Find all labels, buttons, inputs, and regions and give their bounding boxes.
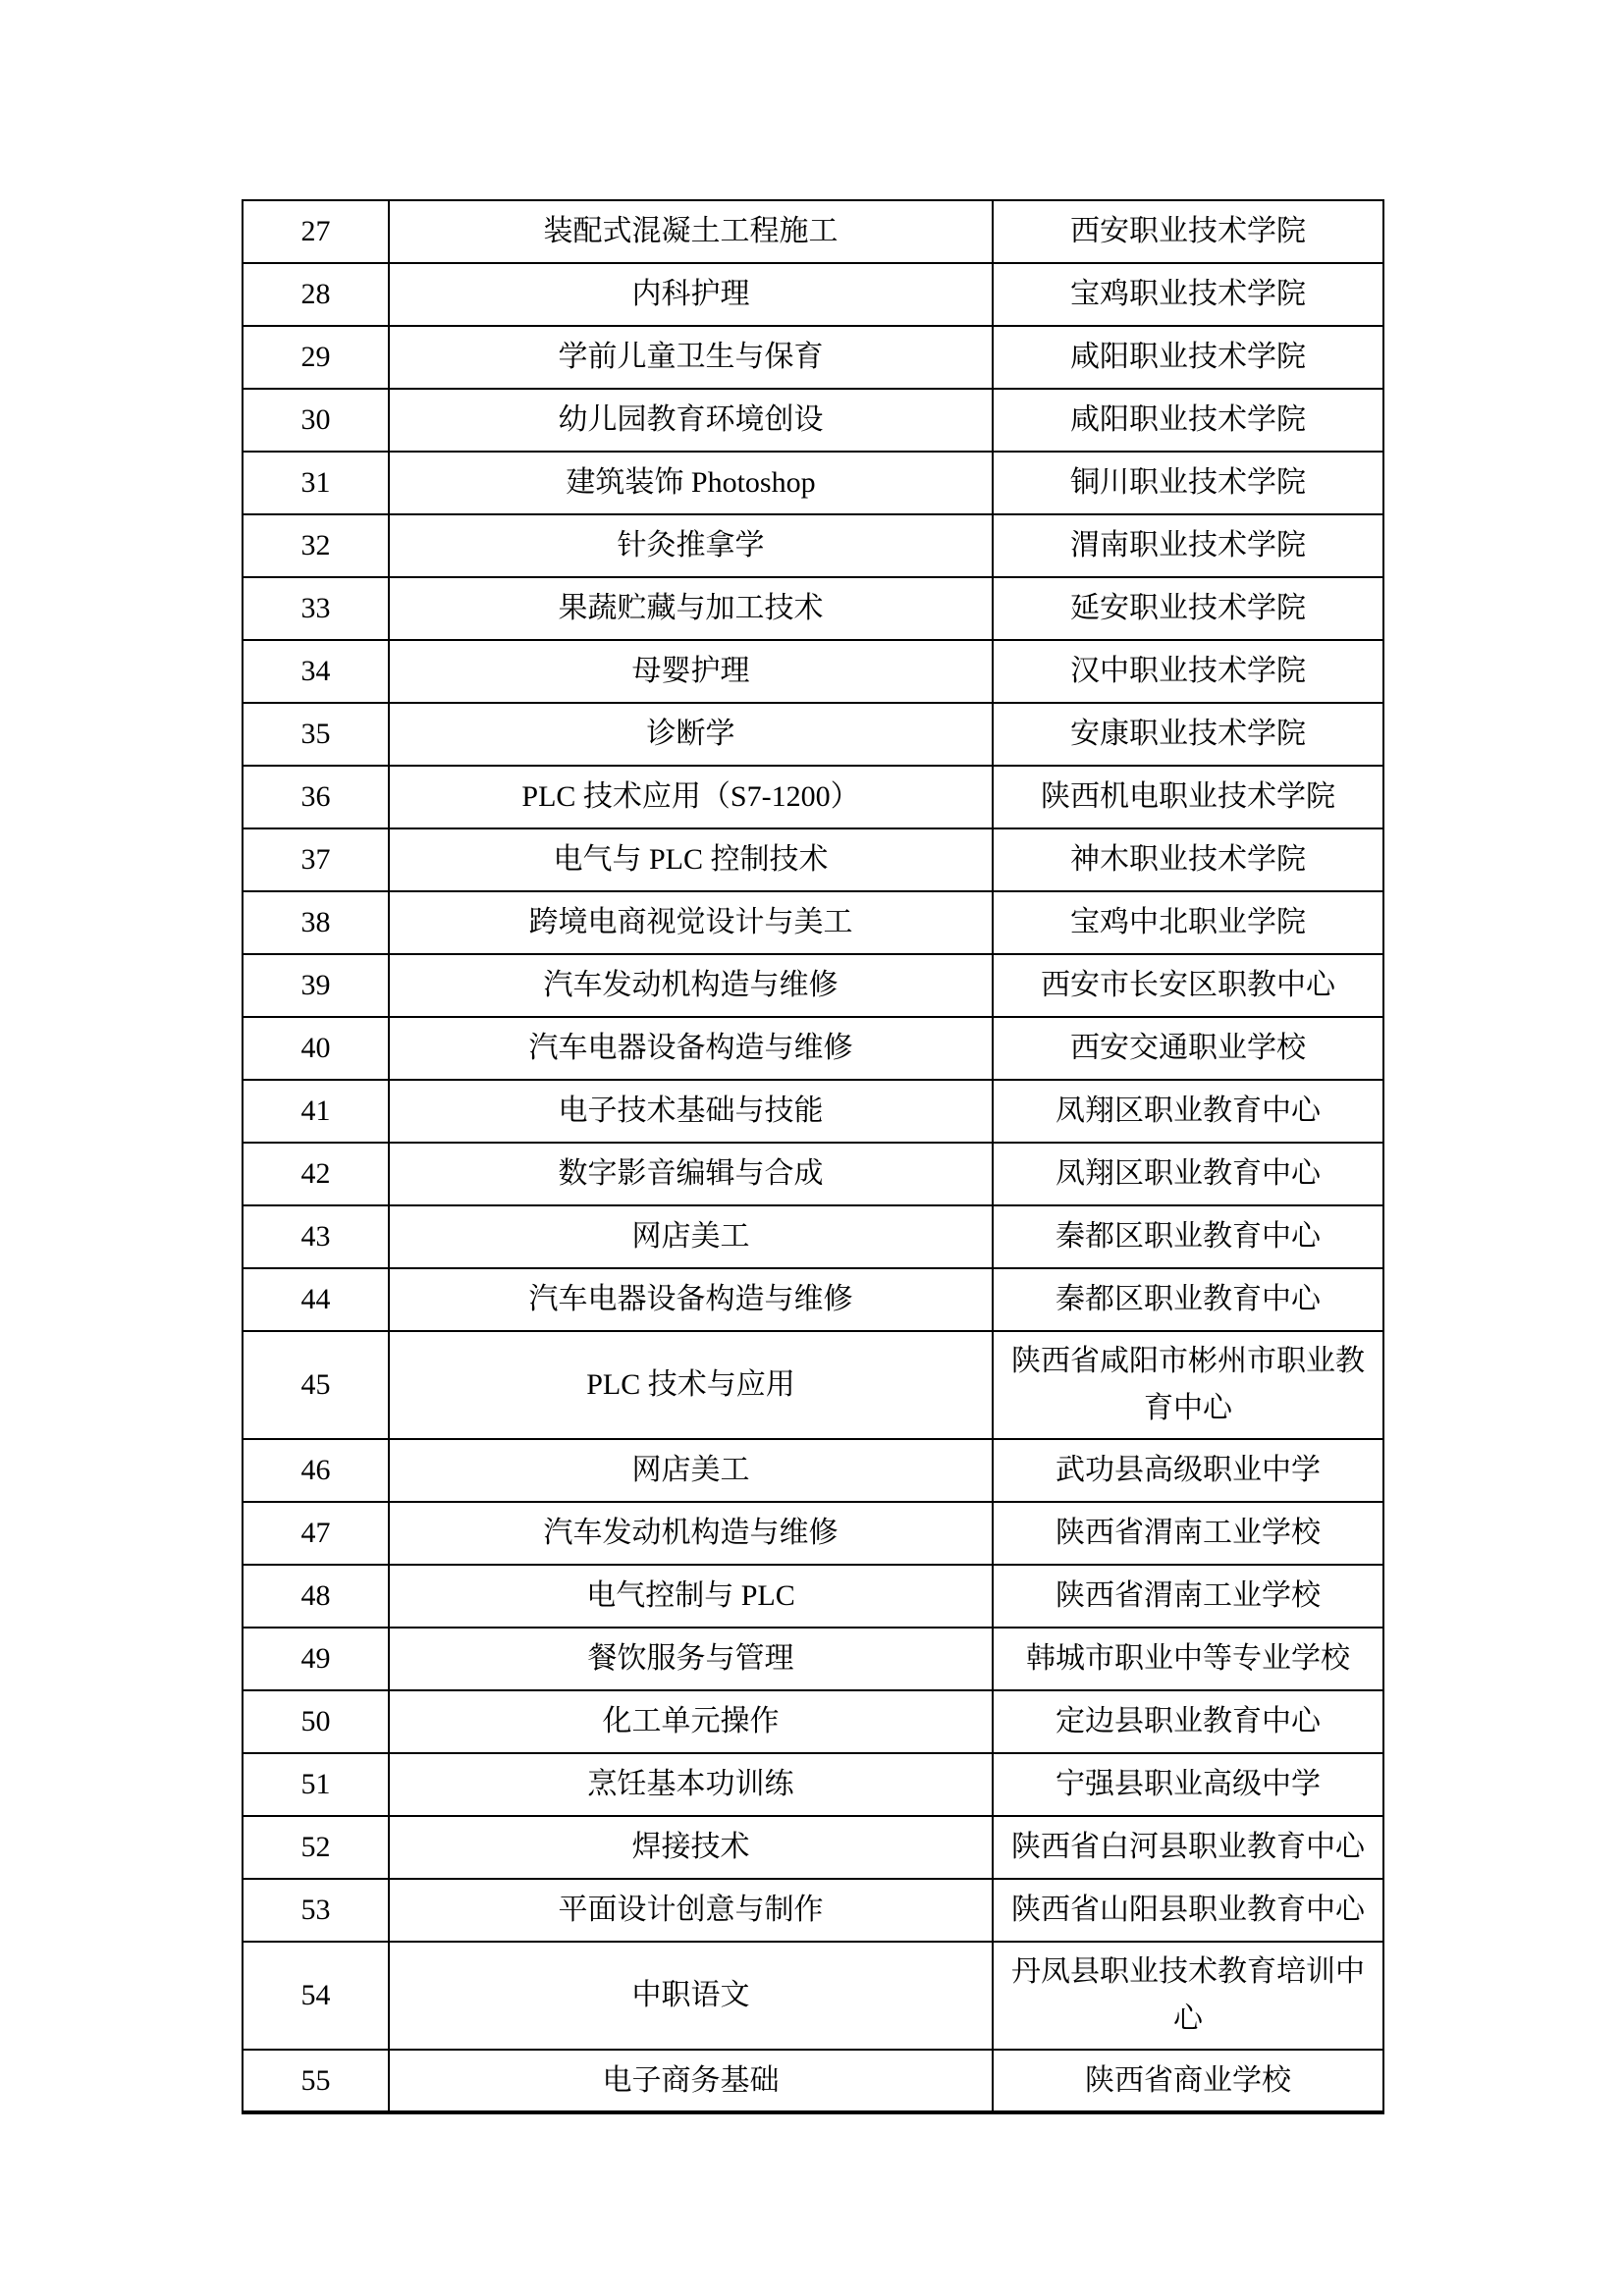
table-row (243, 1502, 1383, 1565)
school-name-cell: 宝鸡中北职业学院 (993, 891, 1383, 954)
table-row (243, 640, 1383, 703)
course-name-cell: 烹饪基本功训练 (389, 1753, 993, 1816)
table-row (243, 389, 1383, 452)
row-number-cell: 45 (243, 1331, 389, 1439)
row-number-cell: 27 (243, 200, 389, 263)
row-number-cell: 53 (243, 1879, 389, 1942)
row-number-cell: 43 (243, 1205, 389, 1268)
row-number-cell: 52 (243, 1816, 389, 1879)
table-row (243, 1879, 1383, 1942)
school-name-cell: 丹凤县职业技术教育培训中心 (993, 1942, 1383, 2050)
table-row (243, 514, 1383, 577)
school-name-cell: 陕西省山阳县职业教育中心 (993, 1879, 1383, 1942)
course-name-cell: 电子商务基础 (389, 2050, 993, 2112)
course-name-cell: 跨境电商视觉设计与美工 (389, 891, 993, 954)
row-number-cell: 44 (243, 1268, 389, 1331)
course-name-cell: 焊接技术 (389, 1816, 993, 1879)
table-row (243, 263, 1383, 326)
row-number-cell: 37 (243, 828, 389, 891)
table-row (243, 954, 1383, 1017)
course-school-table (242, 199, 1384, 2114)
course-name-cell: 网店美工 (389, 1439, 993, 1502)
table-body (243, 200, 1383, 2112)
course-name-cell: PLC 技术与应用 (389, 1331, 993, 1439)
school-name-cell: 定边县职业教育中心 (993, 1690, 1383, 1753)
table-row (243, 577, 1383, 640)
course-name-cell: 学前儿童卫生与保育 (389, 326, 993, 389)
row-number-cell: 32 (243, 514, 389, 577)
course-name-cell: 化工单元操作 (389, 1690, 993, 1753)
row-number-cell: 31 (243, 452, 389, 514)
school-name-cell: 咸阳职业技术学院 (993, 326, 1383, 389)
row-number-cell: 47 (243, 1502, 389, 1565)
row-number-cell: 48 (243, 1565, 389, 1628)
school-name-cell: 秦都区职业教育中心 (993, 1205, 1383, 1268)
school-name-cell: 咸阳职业技术学院 (993, 389, 1383, 452)
table-row (243, 1143, 1383, 1205)
table-row (243, 1017, 1383, 1080)
row-number-cell: 51 (243, 1753, 389, 1816)
table-row (243, 1331, 1383, 1439)
table-row (243, 1268, 1383, 1331)
table-row (243, 828, 1383, 891)
school-name-cell: 凤翔区职业教育中心 (993, 1080, 1383, 1143)
table-row (243, 1080, 1383, 1143)
table-row (243, 326, 1383, 389)
table-row (243, 891, 1383, 954)
row-number-cell: 36 (243, 766, 389, 828)
course-name-cell: 果蔬贮藏与加工技术 (389, 577, 993, 640)
row-number-cell: 46 (243, 1439, 389, 1502)
table-row (243, 1628, 1383, 1690)
course-name-cell: 幼儿园教育环境创设 (389, 389, 993, 452)
table-row (243, 1690, 1383, 1753)
school-name-cell: 西安市长安区职教中心 (993, 954, 1383, 1017)
course-name-cell: 网店美工 (389, 1205, 993, 1268)
row-number-cell: 39 (243, 954, 389, 1017)
school-name-cell: 安康职业技术学院 (993, 703, 1383, 766)
school-name-cell: 韩城市职业中等专业学校 (993, 1628, 1383, 1690)
table-row (243, 1753, 1383, 1816)
row-number-cell: 29 (243, 326, 389, 389)
school-name-cell: 汉中职业技术学院 (993, 640, 1383, 703)
row-number-cell: 34 (243, 640, 389, 703)
school-name-cell: 陕西省咸阳市彬州市职业教育中心 (993, 1331, 1383, 1439)
course-name-cell: 汽车电器设备构造与维修 (389, 1268, 993, 1331)
table-row (243, 1439, 1383, 1502)
school-name-cell: 西安职业技术学院 (993, 200, 1383, 263)
row-number-cell: 55 (243, 2050, 389, 2112)
course-name-cell: 电气与 PLC 控制技术 (389, 828, 993, 891)
course-name-cell: 汽车发动机构造与维修 (389, 1502, 993, 1565)
course-name-cell: 中职语文 (389, 1942, 993, 2050)
school-name-cell: 宁强县职业高级中学 (993, 1753, 1383, 1816)
school-name-cell: 陕西省白河县职业教育中心 (993, 1816, 1383, 1879)
row-number-cell: 28 (243, 263, 389, 326)
table-row (243, 1816, 1383, 1879)
row-number-cell: 30 (243, 389, 389, 452)
school-name-cell: 宝鸡职业技术学院 (993, 263, 1383, 326)
school-name-cell: 陕西省渭南工业学校 (993, 1565, 1383, 1628)
course-name-cell: PLC 技术应用（S7-1200） (389, 766, 993, 828)
school-name-cell: 陕西机电职业技术学院 (993, 766, 1383, 828)
row-number-cell: 40 (243, 1017, 389, 1080)
row-number-cell: 54 (243, 1942, 389, 2050)
course-name-cell: 电气控制与 PLC (389, 1565, 993, 1628)
course-name-cell: 母婴护理 (389, 640, 993, 703)
table-row (243, 1565, 1383, 1628)
school-name-cell: 陕西省商业学校 (993, 2050, 1383, 2112)
course-name-cell: 汽车发动机构造与维修 (389, 954, 993, 1017)
table-row (243, 200, 1383, 263)
table-row (243, 2050, 1383, 2112)
course-name-cell: 内科护理 (389, 263, 993, 326)
row-number-cell: 35 (243, 703, 389, 766)
school-name-cell: 延安职业技术学院 (993, 577, 1383, 640)
course-name-cell: 建筑装饰 Photoshop (389, 452, 993, 514)
course-name-cell: 电子技术基础与技能 (389, 1080, 993, 1143)
school-name-cell: 秦都区职业教育中心 (993, 1268, 1383, 1331)
school-name-cell: 铜川职业技术学院 (993, 452, 1383, 514)
course-name-cell: 装配式混凝土工程施工 (389, 200, 993, 263)
school-name-cell: 武功县高级职业中学 (993, 1439, 1383, 1502)
table-row (243, 452, 1383, 514)
table-row (243, 766, 1383, 828)
school-name-cell: 凤翔区职业教育中心 (993, 1143, 1383, 1205)
row-number-cell: 38 (243, 891, 389, 954)
school-name-cell: 渭南职业技术学院 (993, 514, 1383, 577)
row-number-cell: 33 (243, 577, 389, 640)
course-name-cell: 平面设计创意与制作 (389, 1879, 993, 1942)
school-name-cell: 神木职业技术学院 (993, 828, 1383, 891)
course-name-cell: 针灸推拿学 (389, 514, 993, 577)
course-name-cell: 餐饮服务与管理 (389, 1628, 993, 1690)
course-name-cell: 汽车电器设备构造与维修 (389, 1017, 993, 1080)
row-number-cell: 41 (243, 1080, 389, 1143)
row-number-cell: 42 (243, 1143, 389, 1205)
row-number-cell: 50 (243, 1690, 389, 1753)
row-number-cell: 49 (243, 1628, 389, 1690)
table-row (243, 703, 1383, 766)
course-name-cell: 数字影音编辑与合成 (389, 1143, 993, 1205)
course-name-cell: 诊断学 (389, 703, 993, 766)
school-name-cell: 陕西省渭南工业学校 (993, 1502, 1383, 1565)
school-name-cell: 西安交通职业学校 (993, 1017, 1383, 1080)
table-row (243, 1942, 1383, 2050)
table-row (243, 1205, 1383, 1268)
